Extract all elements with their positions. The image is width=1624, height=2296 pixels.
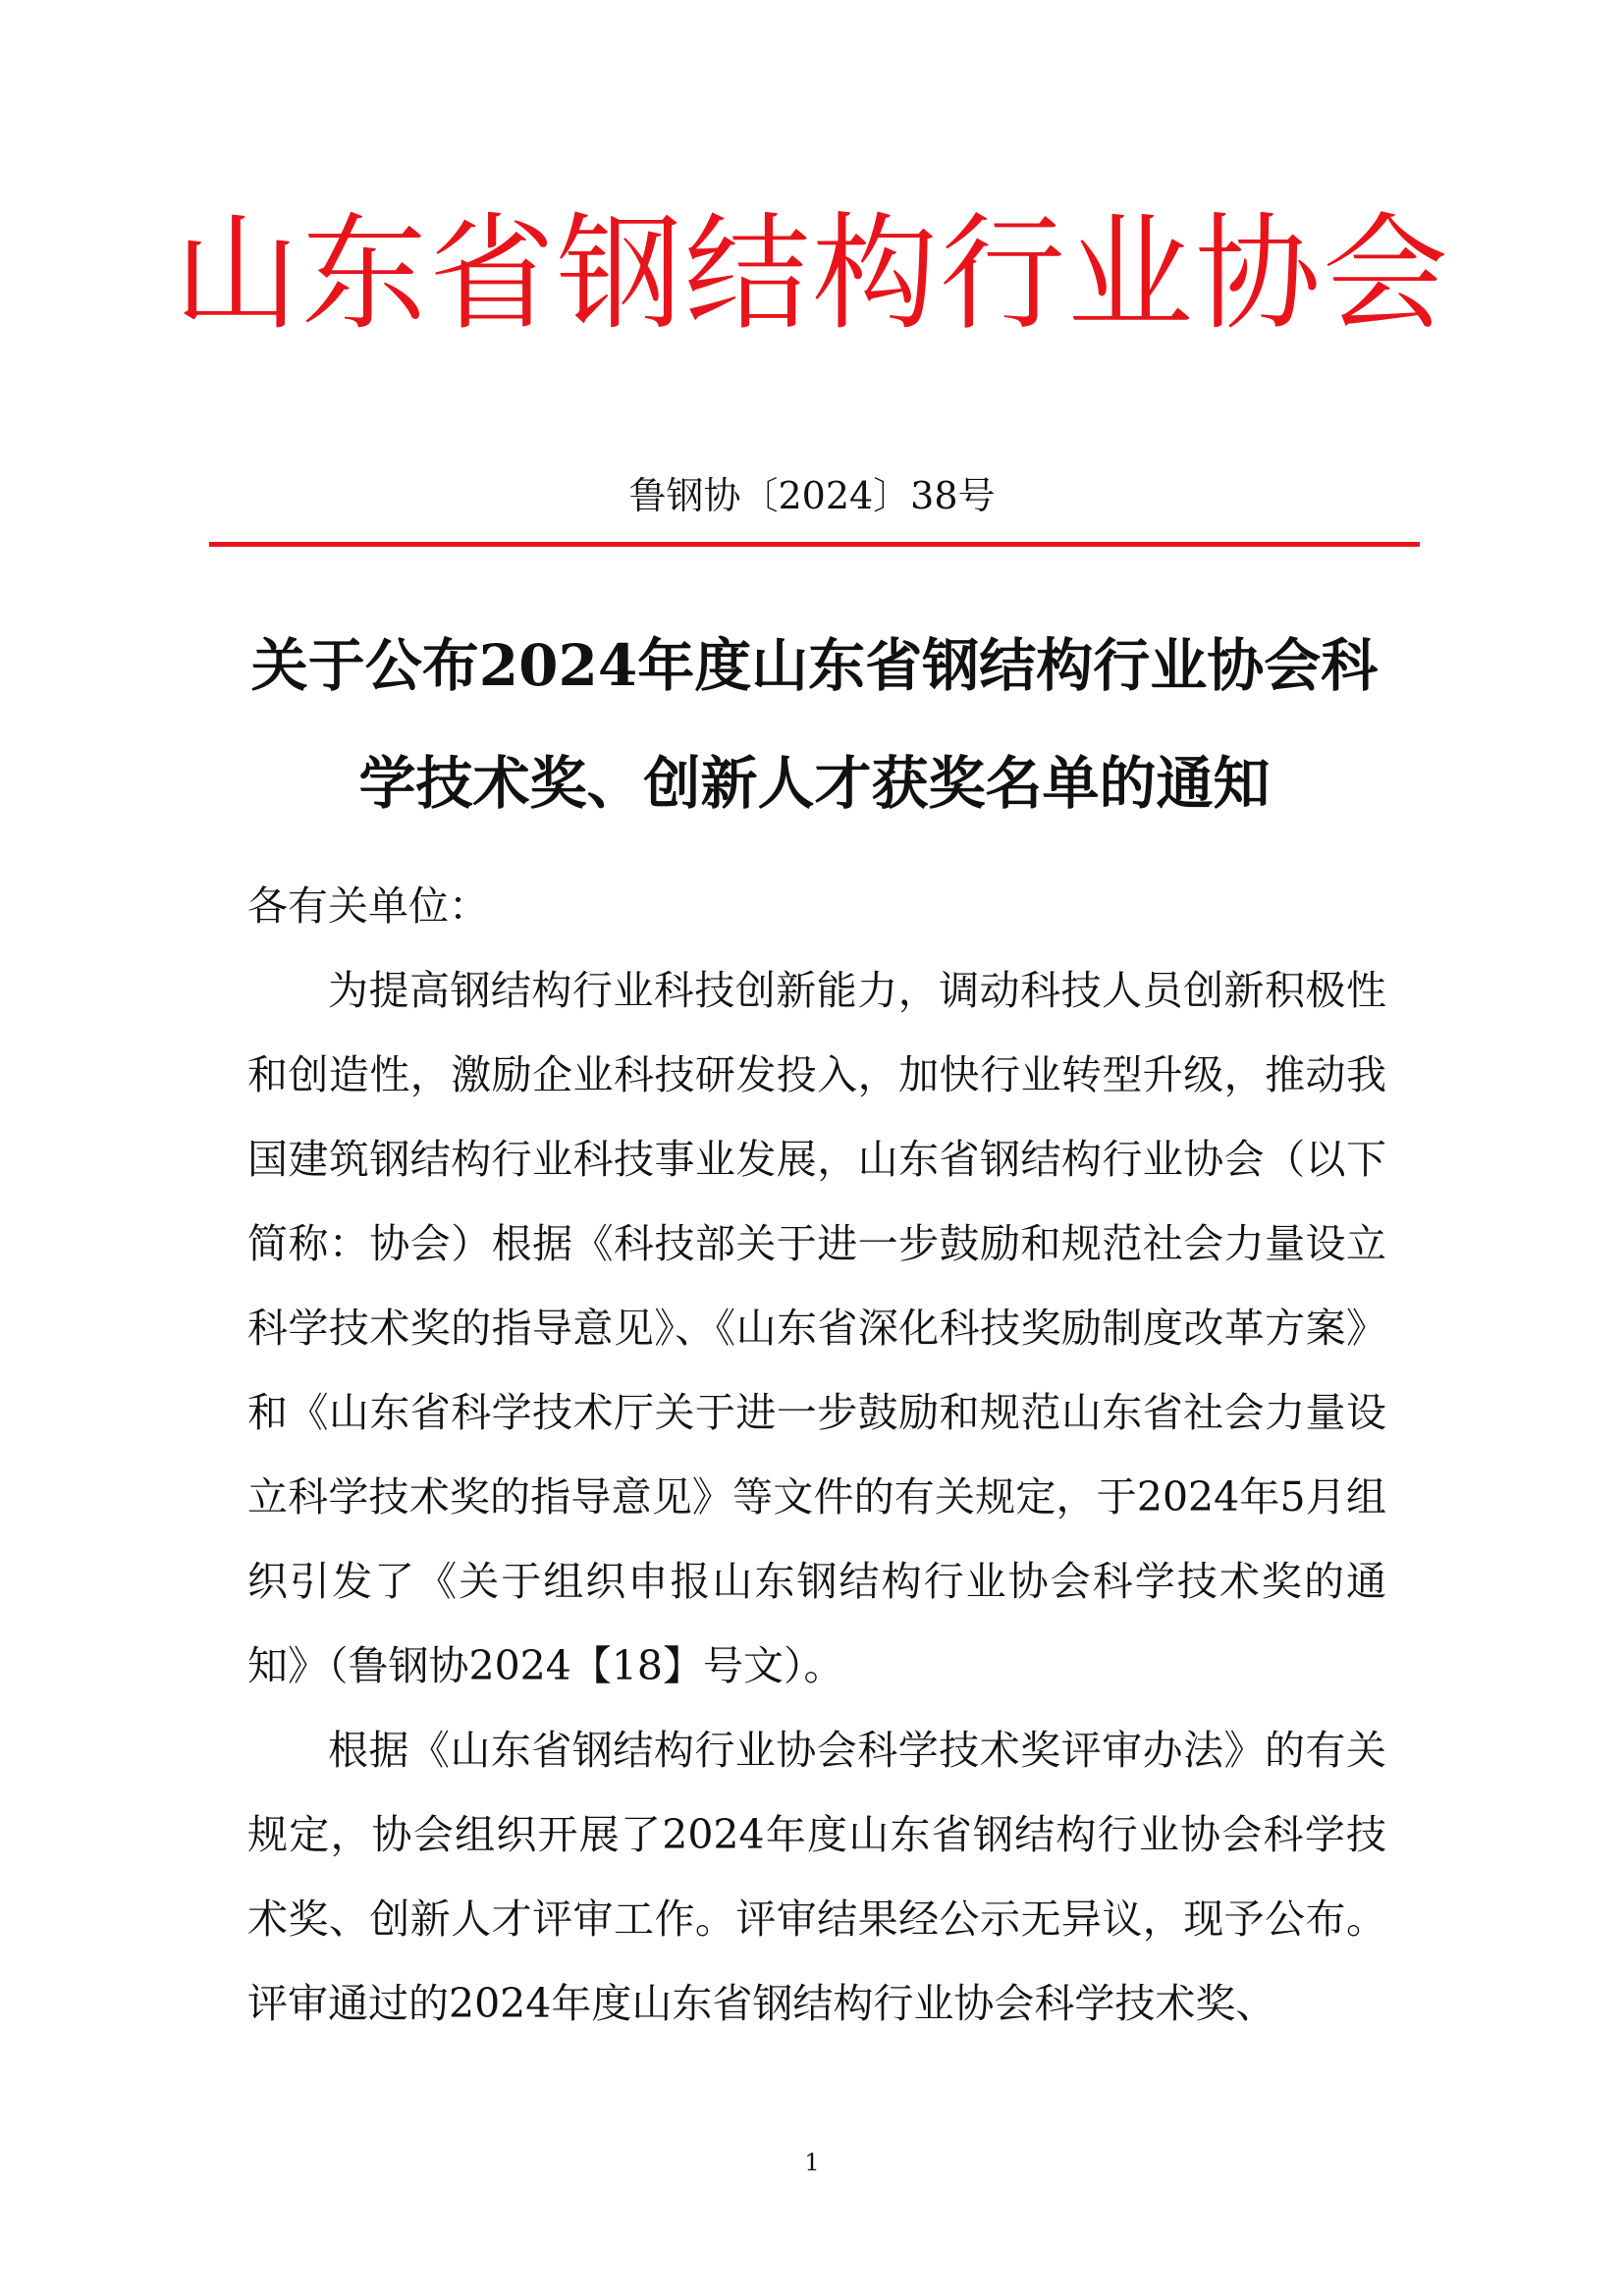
document-number: 鲁钢协〔2024〕38号 [628, 474, 996, 517]
notice-title-line-2: 学技术奖、创新人才获奖名单的通知 [358, 750, 1271, 817]
letterhead-red-divider [209, 542, 1420, 547]
body-paragraph-1: 为提高钢结构行业科技创新能力，调动科技人员创新积极性和创造性，激励企业科技研发投入，加快行业转型升级，推动我国建筑钢结构行业科技事业发展，山东省钢结构行业协会（以下简称：协会）根据《科技部关于进一步鼓励和规范社会力量设立科学技术奖的指导意见》、《山东省深化科技奖励制度改革方案》和《山东省科学技术厅关于进一步鼓励和规范山东省社会力量设立科学技术奖的指导意见》等文件的有关规定，于2024年5月组织引发了《关于组织申报山东钢结构行业协会科学技术奖的通知》（鲁钢协2024【18】号文）。 [247, 967, 1386, 1689]
notice-body [247, 864, 1386, 2046]
salutation: 各有关单位： [247, 882, 489, 930]
notice-title [209, 607, 1420, 842]
page-number: 1 [804, 2149, 820, 2176]
body-paragraph-2: 根据《山东省钢结构行业协会科学技术奖评审办法》的有关规定，协会组织开展了2024年度山东省钢结构行业协会科学技术奖、创新人才评审工作。评审结果经公示无异议，现予公布。评审通过的2024年度山东省钢结构行业协会科学技术奖、 [247, 1727, 1386, 2027]
letterhead-org-name: 山东省钢结构行业协会 [173, 201, 1450, 347]
notice-title-line-1: 关于公布2024年度山东省钢结构行业协会科 [250, 632, 1379, 699]
